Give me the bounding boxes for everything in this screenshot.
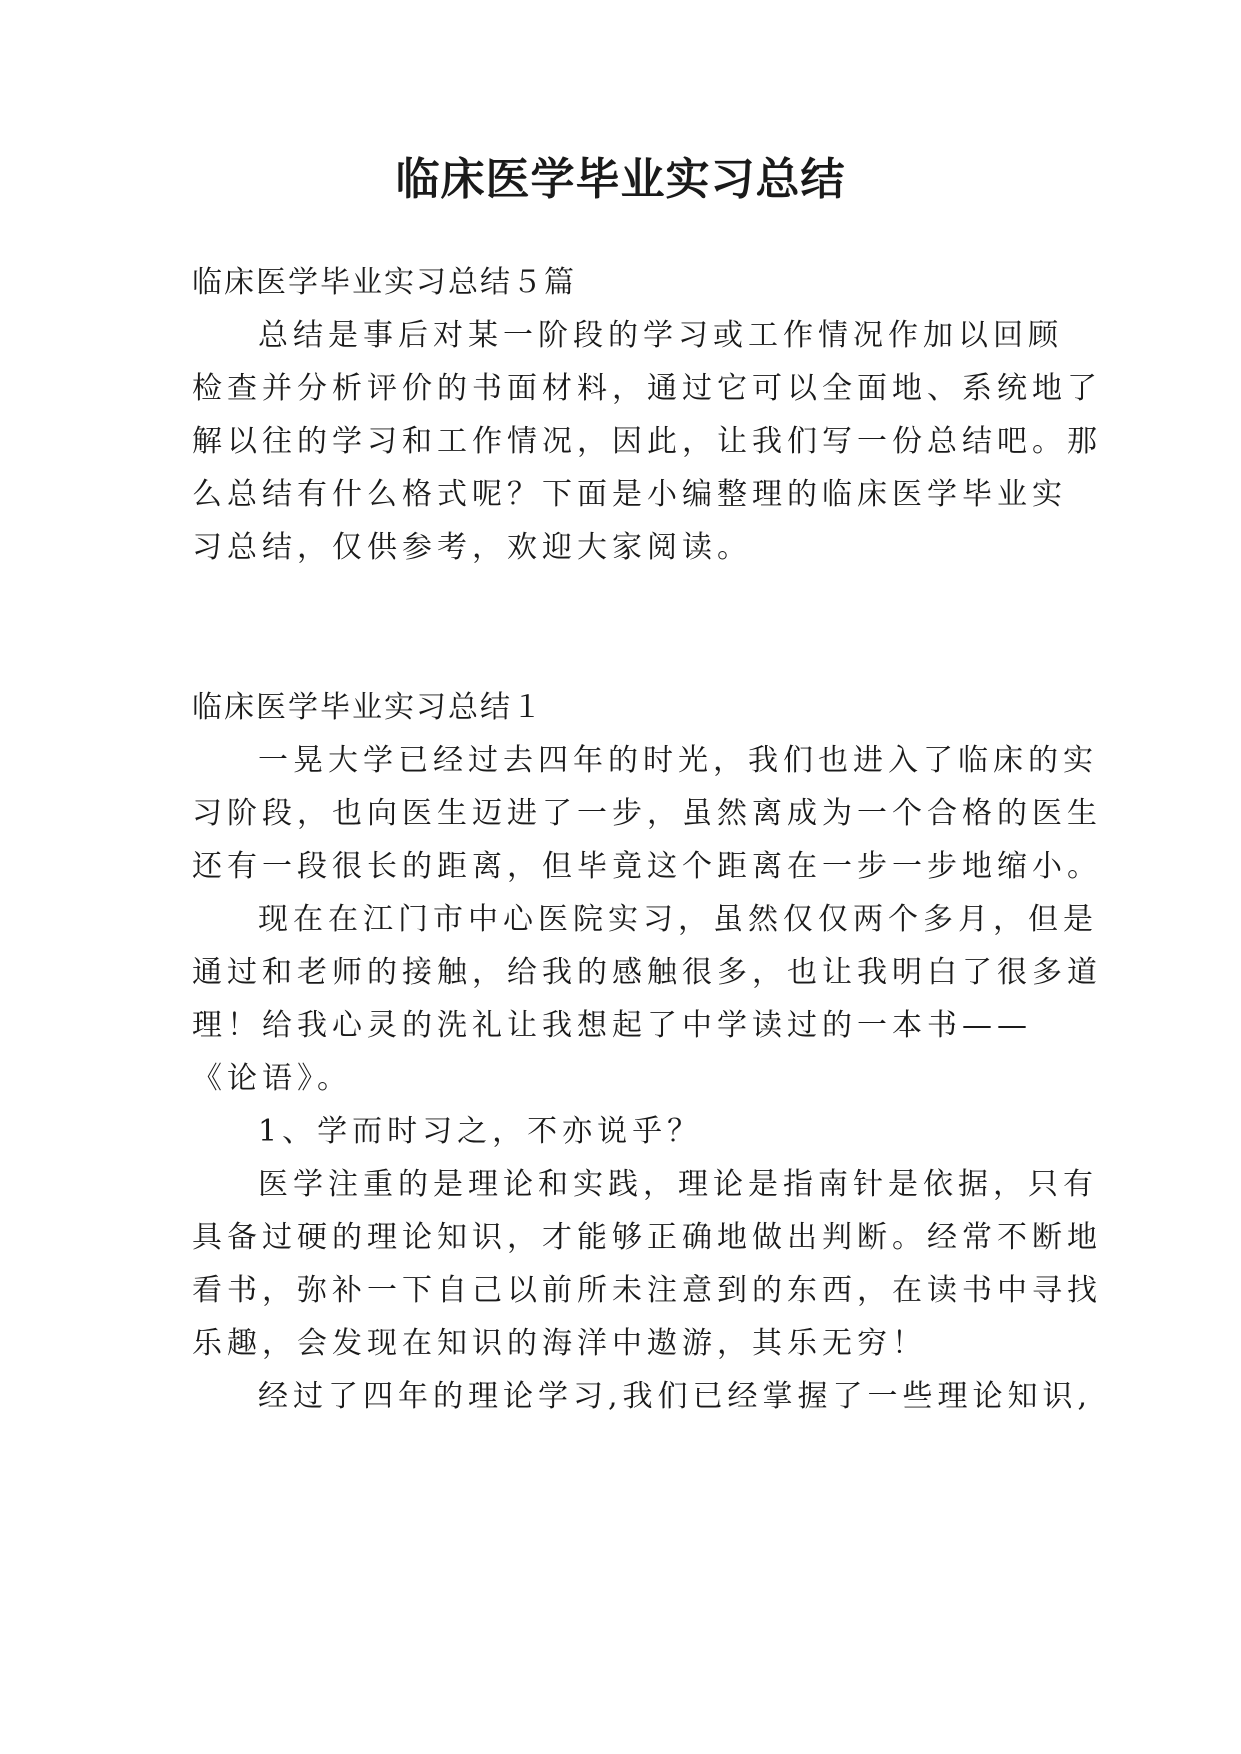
paragraph-line: 医学注重的是理论和实践，理论是指南针是依据，只有 [258, 1167, 1098, 1202]
paragraph-line: 看书，弥补一下自己以前所未注意到的东西，在读书中寻找 [192, 1273, 1102, 1308]
paragraph-line: 乐趣，会发现在知识的海洋中遨游，其乐无穷！ [192, 1326, 927, 1361]
paragraph-line: 通过和老师的接触，给我的感触很多，也让我明白了很多道 [192, 955, 1102, 990]
paragraph-line: 一晃大学已经过去四年的时光，我们也进入了临床的实 [258, 743, 1098, 778]
intro-line: 检查并分析评价的书面材料，通过它可以全面地、系统地了 [192, 371, 1102, 406]
document-title: 临床医学毕业实习总结 [395, 154, 846, 205]
intro-heading: 临床医学毕业实习总结５篇 [192, 265, 576, 300]
intro-line: 么总结有什么格式呢？下面是小编整理的临床医学毕业实 [192, 477, 1067, 512]
section-heading: 临床医学毕业实习总结１ [192, 690, 544, 725]
paragraph-line: 现在在江门市中心医院实习，虽然仅仅两个多月，但是 [258, 902, 1098, 937]
intro-line: 解以往的学习和工作情况，因此，让我们写一份总结吧。那 [192, 424, 1102, 459]
intro-line: 总结是事后对某一阶段的学习或工作情况作加以回顾 [258, 318, 1063, 353]
paragraph-line: 理！给我心灵的洗礼让我想起了中学读过的一本书—— [192, 1008, 1032, 1043]
paragraph-line: 经过了四年的理论学习,我们已经掌握了一些理论知识, [258, 1379, 1093, 1414]
paragraph-line: 具备过硬的理论知识，才能够正确地做出判断。经常不断地 [192, 1220, 1102, 1255]
paragraph-line: 习阶段，也向医生迈进了一步，虽然离成为一个合格的医生 [192, 796, 1102, 831]
paragraph-line: 还有一段很长的距离，但毕竟这个距离在一步一步地缩小。 [192, 849, 1102, 884]
numbered-item: 1、学而时习之，不亦说乎？ [258, 1114, 703, 1149]
intro-line: 习总结，仅供参考，欢迎大家阅读。 [192, 530, 752, 565]
paragraph-line: 《论语》。 [192, 1061, 352, 1096]
